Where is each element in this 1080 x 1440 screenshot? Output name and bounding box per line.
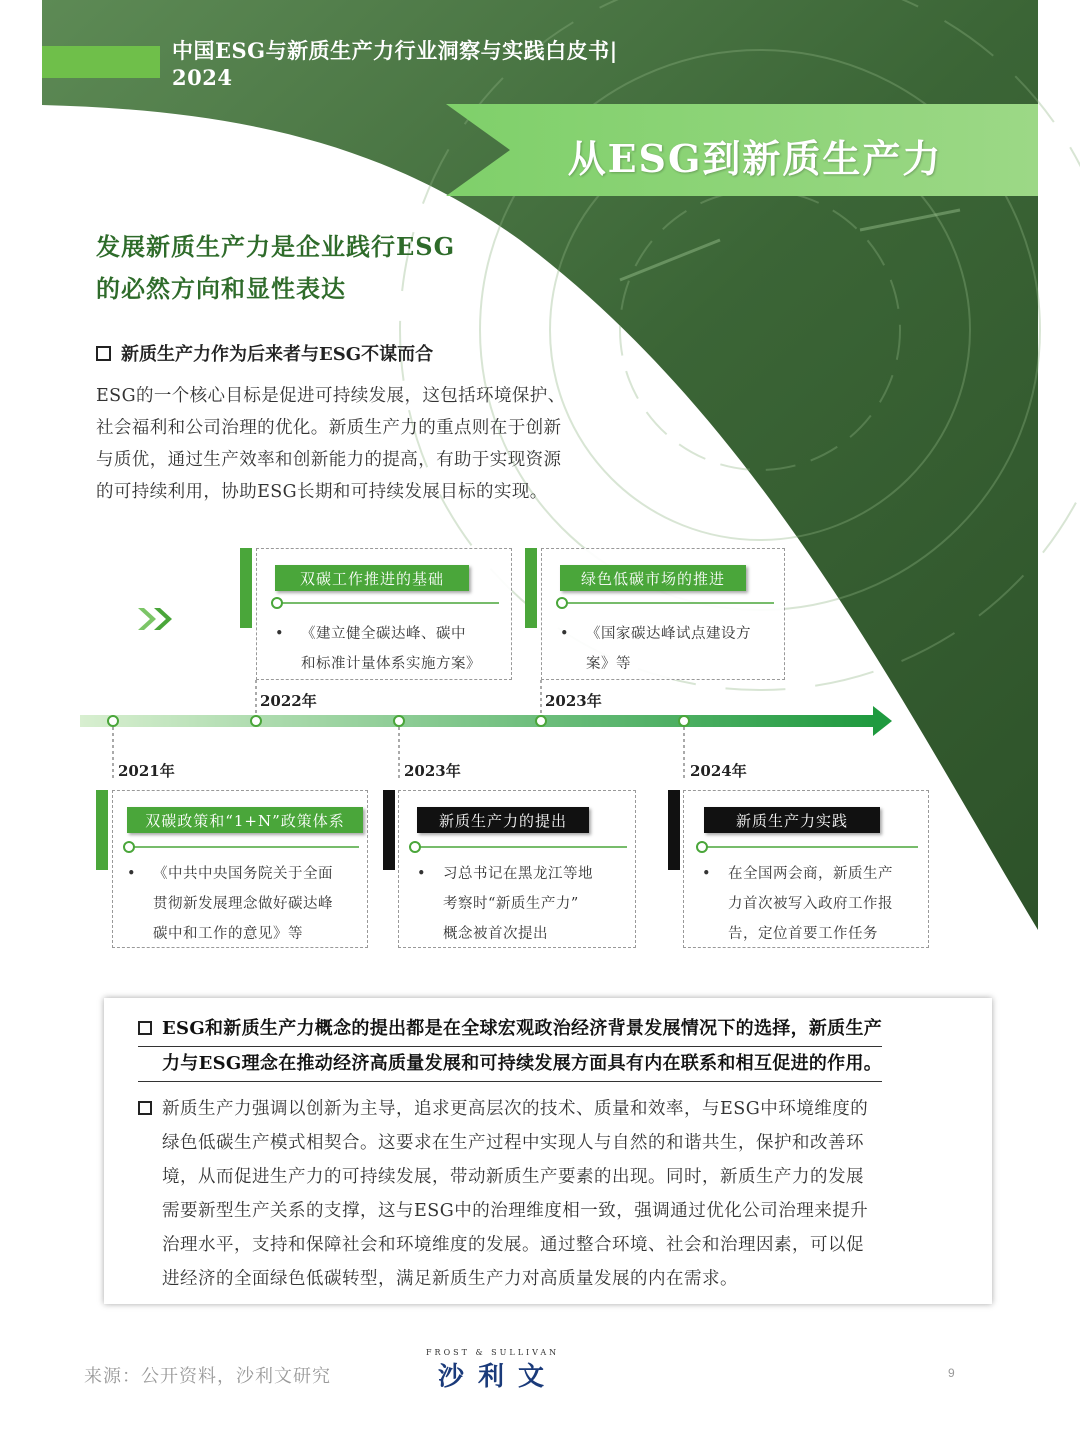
card-line: 案》等 — [586, 656, 631, 672]
timeline-card-label: 绿色低碳市场的推进 — [560, 565, 746, 591]
section-title — [96, 226, 516, 310]
timeline-year: 2023年 — [545, 692, 602, 710]
card-line: 《中共中央国务院关于全面 — [153, 866, 333, 882]
page-banner-title: 从ESG到新质生产力 — [567, 135, 943, 181]
summary-box — [104, 998, 992, 1304]
timeline-card-accent — [240, 548, 252, 628]
page-number: 9 — [948, 1366, 955, 1380]
timeline-card-accent — [383, 790, 395, 870]
timeline-card-2023-bottom — [398, 790, 636, 948]
timeline-year: 2022年 — [260, 692, 317, 710]
summary-detail — [138, 1092, 974, 1296]
summary-detail-line: 境，从而促进生产力的可持续发展，带动新质生产要素的出现。同时，新质生产力的发展 — [162, 1167, 864, 1187]
summary-detail-text: 新质生产力强调以创新为主导，追求更高层次的技术、质量和效率，与ESG中环境维度的 — [162, 1099, 869, 1119]
timeline-card-2021 — [112, 790, 368, 948]
intro-line: 与质优，通过生产效率和创新能力的提高，有助于实现资源 — [96, 450, 562, 470]
bullet: • — [702, 866, 712, 882]
timeline-card-text — [275, 619, 511, 679]
card-line: 告，定位首要工作任务 — [728, 926, 878, 942]
card-line: 和标准计量体系实施方案》 — [301, 656, 481, 672]
section-title-line-1: 发展新质生产力是企业践行ESG — [96, 232, 456, 261]
timeline-card-text — [702, 859, 926, 949]
timeline-year: 2023年 — [404, 762, 461, 780]
bullet: • — [127, 866, 137, 882]
timeline-card-text — [417, 859, 633, 949]
document-header-title: 中国ESG与新质生产力行业洞察与实践白皮书| 2024 — [172, 37, 618, 90]
timeline-card-label: 双碳政策和“1+N”政策体系 — [127, 807, 363, 833]
summary-detail-line: 需要新型生产关系的支撑，这与ESG中的治理维度相一致，强调通过优化公司治理来提升 — [162, 1201, 869, 1221]
timeline-year: 2024年 — [690, 762, 747, 780]
card-line: 概念被首次提出 — [443, 926, 548, 942]
timeline-card-2022 — [256, 548, 512, 680]
timeline-card-accent — [525, 548, 537, 628]
card-line: 《国家碳达峰试点建设方 — [586, 626, 751, 642]
timeline-card-2023-top — [541, 548, 785, 680]
summary-detail-line: 治理水平，支持和保障社会和环境维度的发展。通过整合环境、社会和治理因素，可以促 — [162, 1235, 864, 1255]
intro-paragraph — [96, 380, 641, 508]
card-connector-line — [269, 597, 501, 609]
checkbox-icon — [138, 1101, 152, 1115]
sub-heading-text: 新质生产力作为后来者与ESG不谋而合 — [121, 344, 434, 365]
card-line: 考察时“新质生产力” — [443, 896, 579, 912]
timeline-card-accent — [668, 790, 680, 870]
header-accent-bar — [42, 46, 160, 78]
summary-detail-line-1 — [138, 1099, 868, 1119]
timeline-card-label: 新质生产力实践 — [704, 807, 880, 833]
sub-heading — [96, 338, 596, 368]
card-line: 习总书记在黑龙江等地 — [443, 866, 593, 882]
timeline-year: 2021年 — [118, 762, 175, 780]
timeline-card-text — [560, 619, 782, 679]
timeline-card-label: 新质生产力的提出 — [417, 807, 589, 833]
card-line: 碳中和工作的意见》等 — [153, 926, 303, 942]
card-line: 在全国两会商，新质生产 — [728, 866, 893, 882]
card-connector-line — [554, 597, 776, 609]
card-connector-line — [407, 841, 629, 853]
intro-line: ESG的一个核心目标是促进可持续发展，这包括环境保护、 — [96, 386, 566, 406]
bullet: • — [560, 626, 570, 642]
source-note: 来源：公开资料，沙利文研究 — [84, 1366, 331, 1387]
card-line: 《建立健全碳达峰、碳中 — [301, 626, 466, 642]
timeline-card-label: 双碳工作推进的基础 — [275, 565, 469, 591]
section-title-line-2: 的必然方向和显性表达 — [96, 274, 346, 303]
checkbox-icon — [96, 346, 111, 361]
timeline-card-accent — [96, 790, 108, 870]
timeline-card-2024 — [683, 790, 929, 948]
card-connector-line — [694, 841, 920, 853]
intro-line: 的可持续利用，协助ESG长期和可持续发展目标的实现。 — [96, 482, 548, 502]
card-line: 贯彻新发展理念做好碳达峰 — [153, 896, 333, 912]
summary-key-text: ESG和新质生产力概念的提出都是在全球宏观政治经济背景发展情况下的选择，新质生产 — [162, 1018, 883, 1039]
summary-detail-line: 进经济的全面绿色低碳转型，满足新质生产力对高质量发展的内在需求。 — [162, 1269, 738, 1289]
bullet: • — [417, 866, 427, 882]
frost-sullivan-logo-small: FROST & SULLIVAN — [426, 1348, 560, 1357]
timeline-card-text — [127, 859, 365, 949]
summary-key-point — [138, 1012, 968, 1082]
bullet: • — [275, 626, 285, 642]
summary-key-line-2: 力与ESG理念在推动经济高质量发展和可持续发展方面具有内在联系和相互促进的作用。 — [138, 1047, 882, 1082]
summary-detail-line: 绿色低碳生产模式相契合。这要求在生产过程中实现人与自然的和谐共生，保护和改善环 — [162, 1133, 864, 1153]
summary-key-line-1 — [138, 1012, 882, 1047]
card-line: 力首次被写入政府工作报 — [728, 896, 893, 912]
intro-line: 社会福利和公司治理的优化。新质生产力的重点则在于创新 — [96, 418, 562, 438]
frost-sullivan-logo: 沙利文 — [438, 1362, 559, 1392]
checkbox-icon — [138, 1021, 152, 1035]
card-connector-line — [121, 841, 361, 853]
